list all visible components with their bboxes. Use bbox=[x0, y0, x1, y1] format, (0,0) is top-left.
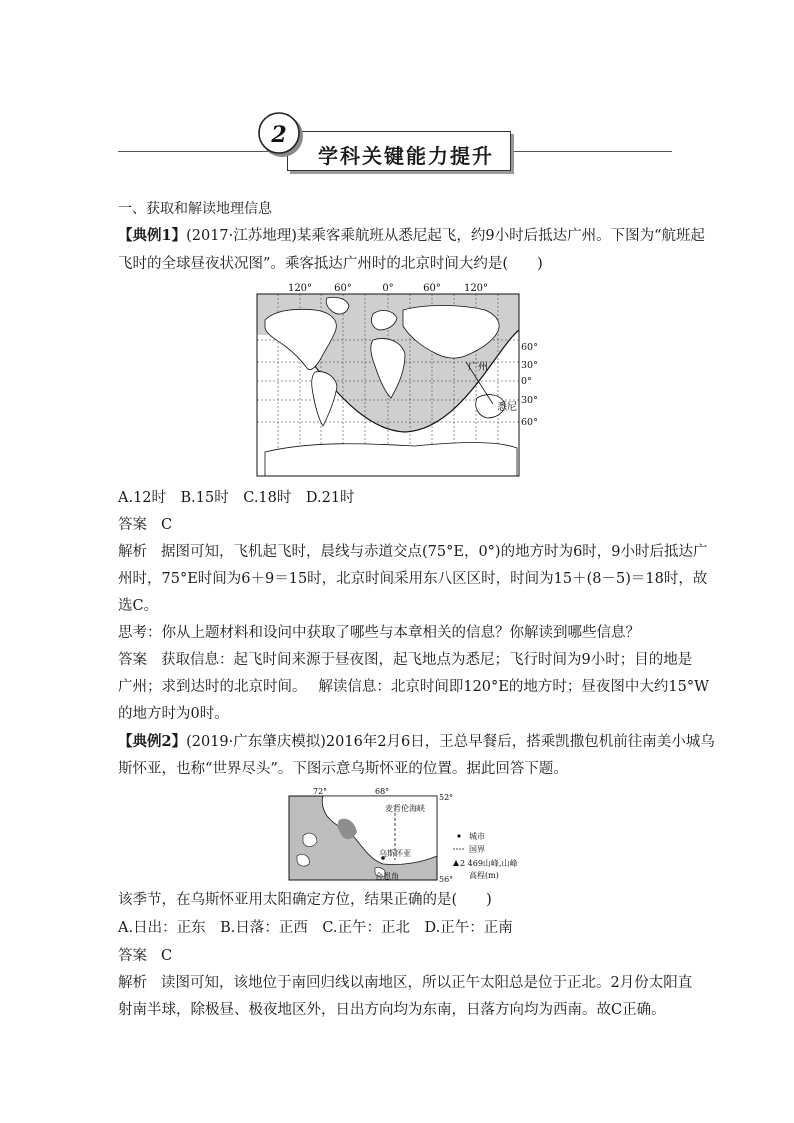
example2-question: 该季节，在乌斯怀亚用太阳确定方位，结果正确的是( ) bbox=[118, 892, 492, 908]
header-rule-right bbox=[510, 151, 672, 152]
example1-analysis-line1: 解析 据图可知，飞机起飞时，晨线与赤道交点(75°E，0°)的地方时为6时，9小时后抵达广 bbox=[118, 544, 708, 560]
map1-top-label-3: 60° bbox=[423, 283, 441, 294]
example1-analysis-line2: 州时，75°E时间为6＋9＝15时，北京时间采用东八区区时，时间为15＋(8－5)＝18时，故 bbox=[118, 571, 708, 587]
map1-right-label-3: 30° bbox=[521, 395, 538, 406]
legend-elevation: 高程(m) bbox=[469, 871, 499, 880]
map2-lon-72: 72° bbox=[313, 787, 328, 796]
example1-answer: 答案 C bbox=[118, 517, 173, 533]
map2-lat-56: 56° bbox=[439, 875, 454, 884]
antarctica bbox=[265, 443, 517, 477]
map2-strait: 麦哲伦海峡 bbox=[385, 804, 425, 813]
map2-city: 乌斯怀亚 bbox=[379, 849, 411, 858]
map2-cape: 合恩角 bbox=[375, 872, 399, 881]
legend-peak-symbol bbox=[453, 860, 459, 866]
map2-lon-68: 68° bbox=[375, 787, 390, 796]
legend-peak-value: 2 469 bbox=[460, 859, 483, 868]
place-label-guangzhou: 广州 bbox=[468, 362, 488, 373]
example1-line1: 【典例1】(2017·江苏地理)某乘客乘航班从悉尼起飞，约9小时后抵达广州。下图为“航班起 bbox=[118, 227, 706, 244]
section-title: 学科关键能力提升 bbox=[318, 144, 494, 168]
map1-top-label-1: 60° bbox=[334, 283, 352, 294]
legend-city: 城市 bbox=[469, 832, 485, 841]
think-answer-line3: 的地方时为0时。 bbox=[118, 706, 229, 722]
map1-right-label-2: 0° bbox=[521, 376, 532, 387]
section-subtitle: 一、获取和解读地理信息 bbox=[118, 201, 272, 217]
map1-top-label-4: 120° bbox=[463, 283, 489, 294]
legend-city-dot bbox=[457, 834, 460, 837]
section-number: 2 bbox=[271, 122, 287, 148]
map1-right-label-1: 30° bbox=[521, 360, 538, 371]
section-number-badge bbox=[258, 112, 304, 158]
legend-border: 国界 bbox=[469, 845, 485, 854]
think-answer-line2: 广州；求到达时的北京时间。 解读信息：北京时间即120°E的地方时；昼夜图中大约15°W bbox=[118, 679, 709, 695]
place-label-sydney: 悉尼 bbox=[497, 402, 517, 413]
legend-peak-label: 山峰 bbox=[482, 859, 499, 868]
map1-top-label-2: 0° bbox=[382, 283, 394, 294]
svg-text:2 469山峰,山峰: 2 469山峰,山峰 bbox=[460, 859, 518, 868]
map2-lat-52: 52° bbox=[439, 793, 454, 802]
example2-line2: 斯怀亚，也称“世界尽头”。下图示意乌斯怀亚的位置。据此回答下题。 bbox=[118, 761, 568, 777]
map1-right-label-4: 60° bbox=[521, 417, 538, 428]
example2-options: A.日出：正东 B.日落：正西 C.正午：正北 D.正午：正南 bbox=[118, 920, 513, 936]
ushuaia-location-map bbox=[283, 786, 523, 884]
think-answer-line1: 答案 获取信息：起飞时间来源于昼夜图，起飞地点为悉尼；飞行时间为9小时；目的地是 bbox=[118, 652, 693, 668]
example2-analysis-line2: 射南半球，除极昼、极夜地区外，日出方向均为东南，日落方向均为西南。故C正确。 bbox=[118, 1002, 666, 1018]
map1-right-label-0: 60° bbox=[521, 342, 538, 353]
legend-peak-suffix: 山峰 bbox=[501, 859, 518, 868]
example1-analysis-line3: 选C。 bbox=[118, 598, 159, 614]
think-question: 思考：你从上题材料和设问中获取了哪些与本章相关的信息？你解读到哪些信息？ bbox=[118, 625, 640, 641]
example1-line2: 飞时的全球昼夜状况图”。乘客抵达广州时的北京时间大约是( ) bbox=[118, 256, 543, 272]
example1-options: A.12时 B.15时 C.18时 D.21时 bbox=[118, 490, 355, 506]
example2-line1: 【典例2】(2019·广东肇庆模拟)2016年2月6日，王总早餐后，搭乘凯撒包机前往南美小城乌 bbox=[118, 733, 715, 750]
map1-top-label-0: 120° bbox=[287, 283, 313, 294]
day-night-world-map bbox=[255, 280, 545, 480]
example2-answer: 答案 C bbox=[118, 948, 173, 964]
example2-analysis-line1: 解析 读图可知，该地位于南回归线以南地区，所以正午太阳总是位于正北。2月份太阳直 bbox=[118, 975, 693, 991]
